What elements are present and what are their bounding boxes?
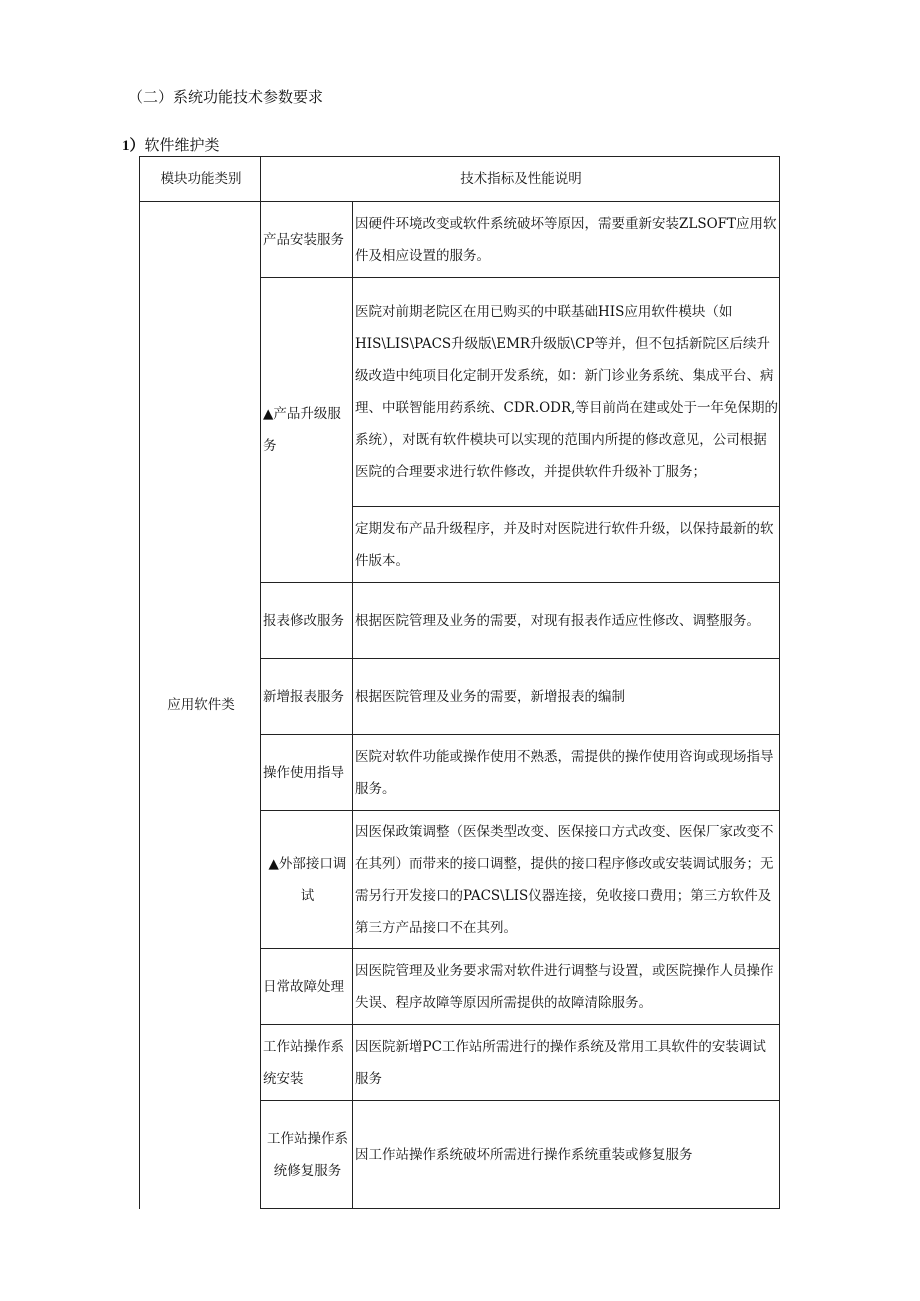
section-title: （二）系统功能技术参数要求 xyxy=(128,88,324,106)
subsection-number: 1） xyxy=(122,138,145,154)
item-name: 报表修改服务 xyxy=(261,583,353,659)
item-desc: 因医保政策调整（医保类型改变、医保接口方式改变、医保厂家改变不在其列）而带来的接口调整，提供的接口程序修改或安装调试服务；无需另行开发接口的PACS\LIS仪器连接，免收接口费用；第三方软件及第三方产品接口不在其列。 xyxy=(353,811,780,949)
category-cell: 应用软件类 xyxy=(140,202,261,1209)
item-desc: 医院对前期老院区在用已购买的中联基础HIS应用软件模块（如HIS\LIS\PACS升级版\EMR升级版\CP等并，但不包括新院区后续升级改造中纯项目化定制开发系统，如：新门诊业务系统、集成平台、病理、中联智能用药系统、CDR.ODR,等目前尚在建或处于一年免保期的系统），对既有软件模块可以实现的范围内所提的修改意见，公司根据医院的合理要求进行软件修改，并提供软件升级补丁服务； xyxy=(353,278,780,507)
item-name: ▲外部接口调试 xyxy=(261,811,353,949)
item-name: 操作使用指导 xyxy=(261,735,353,811)
item-desc: 根据医院管理及业务的需要，对现有报表作适应性修改、调整服务。 xyxy=(353,583,780,659)
item-name: 产品安装服务 xyxy=(261,202,353,278)
item-desc: 根据医院管理及业务的需要，新增报表的编制 xyxy=(353,659,780,735)
item-desc: 因硬件环境改变或软件系统破坏等原因，需要重新安装ZLSOFT应用软件及相应设置的服务。 xyxy=(353,202,780,278)
item-desc: 因医院新增PC工作站所需进行的操作系统及常用工具软件的安装调试服务 xyxy=(353,1025,780,1101)
table-header-row xyxy=(140,157,780,202)
item-name: ▲产品升级服务 xyxy=(261,278,353,583)
item-desc-2: 定期发布产品升级程序，并及时对医院进行软件升级，以保持最新的软件版本。 xyxy=(353,507,780,583)
table-row xyxy=(140,202,780,278)
item-desc: 医院对软件功能或操作使用不熟悉，需提供的操作使用咨询或现场指导服务。 xyxy=(353,735,780,811)
subsection-title xyxy=(122,134,220,155)
item-name: 工作站操作系统安装 xyxy=(261,1025,353,1101)
item-name: 新增报表服务 xyxy=(261,659,353,735)
header-spec-description: 技术指标及性能说明 xyxy=(261,157,780,202)
header-module-category: 模块功能类别 xyxy=(140,157,261,202)
item-name: 日常故障处理 xyxy=(261,949,353,1025)
item-desc: 因工作站操作系统破坏所需进行操作系统重装或修复服务 xyxy=(353,1101,780,1209)
item-desc: 因医院管理及业务要求需对软件进行调整与设置，或医院操作人员操作失误、程序故障等原因所需提供的故障清除服务。 xyxy=(353,949,780,1025)
spec-table xyxy=(139,156,780,1209)
subsection-label: 软件维护类 xyxy=(144,136,220,154)
item-name: 工作站操作系统修复服务 xyxy=(261,1101,353,1209)
